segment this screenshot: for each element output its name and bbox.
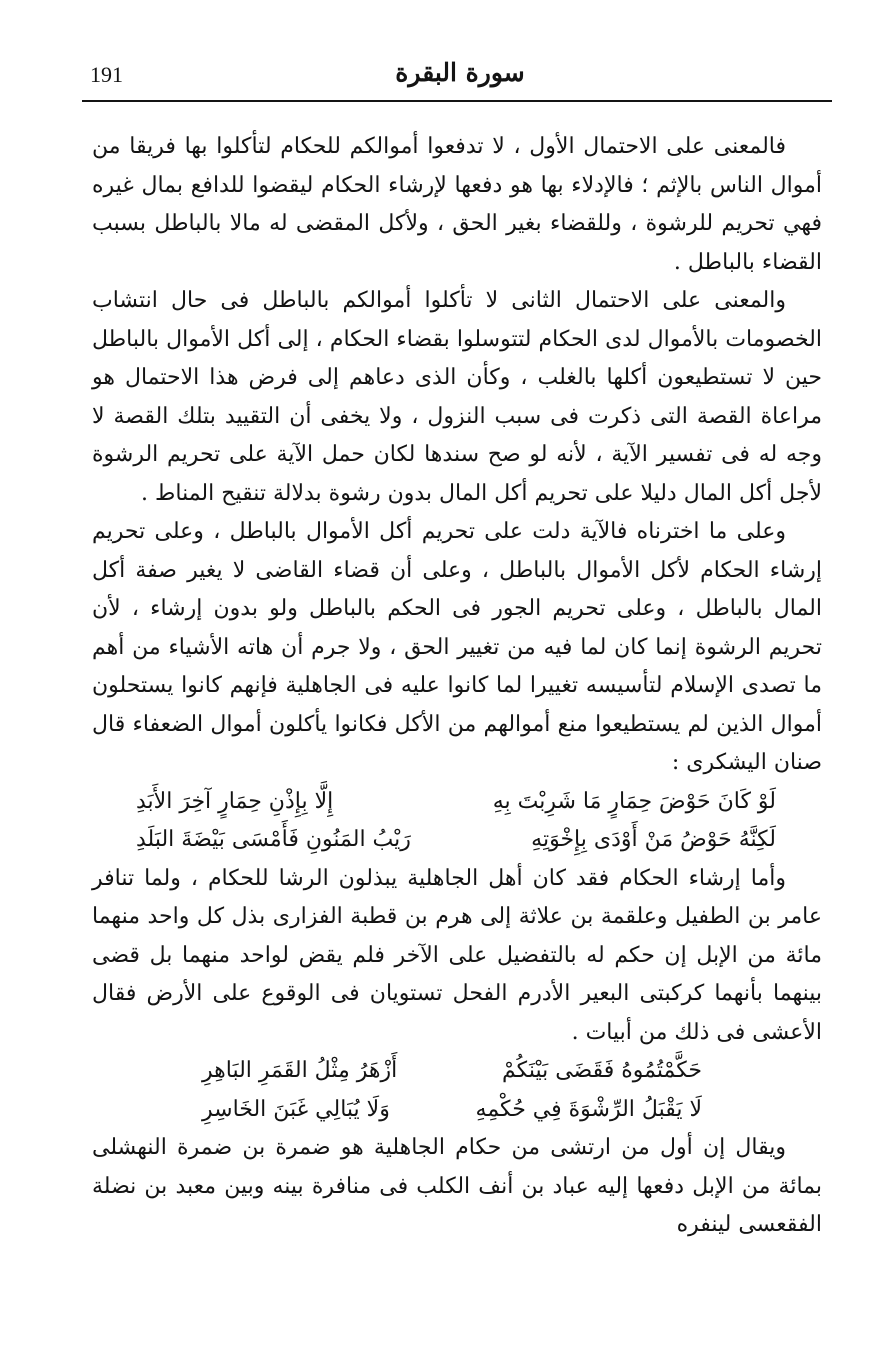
verse-first-hemistich: حَكَّمْتُمُوهُ فَقَضَى بَيْنَكُمْ — [502, 1058, 702, 1083]
surah-title: سورة البقرة — [395, 58, 525, 87]
paragraph-3: وعلى ما اخترناه فالآية دلت على تحريم أكل الأموال بالباطل ، وعلى تحريم إرشاء الحكام لأكل الأموال بالباطل ، وعلى أن قضاء القاضى لا يغير صفة أكل المال بالباطل ، وعلى تحريم الجور فى الحكم بالباطل ولو بدون إرشاء ، لأن تحريم الرشوة إنما كان لما فيه من تغيير الحق ، ولا جرم أن هاته الأشياء من أهم ما تصدى الإسلام لتأسيسه تغييرا لما كانوا عليه فى الجاهلية فإنهم كانوا يستحلون أموال الذين لم يستطيعوا منع أموالهم من الأكل فكانوا يأكلون أموال الضعفاء قال صنان اليشكرى : — [92, 519, 822, 775]
paragraph-4: وأما إرشاء الحكام فقد كان أهل الجاهلية يبذلون الرشا للحكام ، ولما تنافر عامر بن الطفيل وعلقمة بن علاثة إلى هرم بن قطبة الفزارى بذل كل واحد منهما مائة من الإبل إن حكم له بالتفضيل على الآخر فلم يقض لواحد منهما بل قضى بينهما بأنهما كركبتى البعير الأدرم الفحل تستويان فى الوقوع على الأرض فقال الأعشى فى ذلك من أبيات . — [92, 865, 822, 1045]
verse-second-hemistich: وَلَا يُبَالِي غَبَنَ الخَاسِرِ — [202, 1096, 390, 1122]
paragraph-2: والمعنى على الاحتمال الثانى لا تأكلوا أموالكم بالباطل فى حال انتشاب الخصومات بالأموال لدى الحكام لتتوسلوا بقضاء الحكام ، إلى أكل الأموال بالباطل حين لا تستطيعون أكلها بالغلب ، وكأن الذى دعاهم إلى فرض هذا الاحتمال هو مراعاة القصة التى ذكرت فى سبب النزول ، ولا يخفى أن التقييد بتلك القصة لا وجه له فى تفسير الآية ، لأنه لو صح سندها لكان حمل الآية على تحريم الرشوة لأجل أكل المال دليلا على تحريم أكل المال بدون رشوة بدلالة تنقيح المناط . — [92, 288, 822, 506]
verse-second-hemistich: أَزْهَرُ مِثْلُ القَمَرِ البَاهِرِ — [202, 1058, 398, 1083]
poem-verse — [92, 1091, 822, 1130]
verse-first-hemistich: لَوْ كَانَ حَوْضَ حِمَارٍ مَا شَرِبْتَ بِهِ — [492, 788, 776, 814]
page-number: 191 — [90, 62, 123, 87]
paragraph-5: ويقال إن أول من ارتشى من حكام الجاهلية هو ضمرة بن ضمرة النهشلى بمائة من الإبل دفعها إليه عباد بن أنف الكلب فى منافرة بينه وبين معبد بن نضلة الفقعسى لينفره — [92, 1135, 822, 1237]
page-header — [90, 58, 830, 96]
verse-first-hemistich: لَا يَقْبَلُ الرِّشْوَةَ فِي حُكْمِهِ — [475, 1096, 702, 1122]
body-text — [92, 128, 822, 1245]
verse-second-hemistich: إِلَّا بِإِذْنِ حِمَارٍ آخِرَ الأَبَدِ — [136, 788, 334, 814]
paragraph-1: فالمعنى على الاحتمال الأول ، لا تدفعوا أموالكم للحكام لتأكلوا بها فريقا من أموال الناس بالإثم ؛ فالإدلاء بها هو دفعها لإرشاء الحكام ليقضوا للدافع بمال غيره فهي تحريم للرشوة ، وللقضاء بغير الحق ، ولأكل المقضى له مالا بالباطل بسبب القضاء بالباطل . — [92, 134, 822, 275]
poem-verse — [92, 821, 822, 860]
header-divider — [82, 100, 832, 102]
verse-first-hemistich: لَكِنَّهُ حَوْضُ مَنْ أَوْدَى بِإِخْوَتِهِ — [531, 827, 776, 852]
poem-verse — [92, 783, 822, 822]
verse-second-hemistich: رَيْبُ المَنُونِ فَأَمْسَى بَيْضَةَ البَلَدِ — [136, 827, 411, 852]
poem-verse — [92, 1052, 822, 1091]
